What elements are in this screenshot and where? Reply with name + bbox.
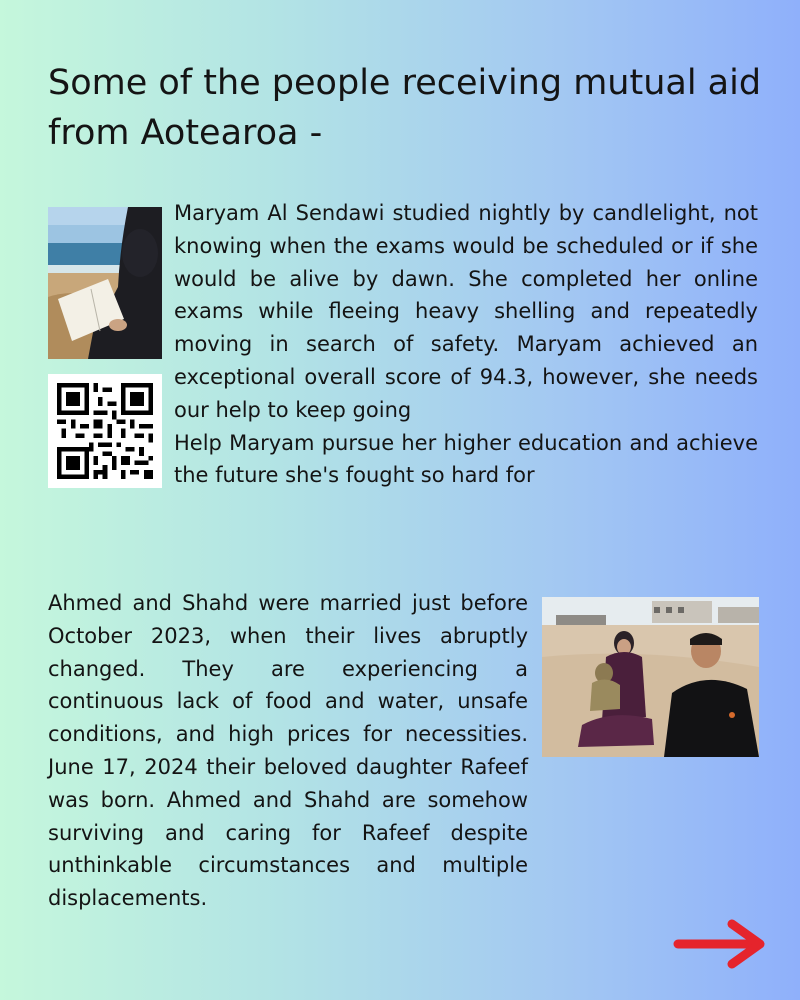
page-title: Some of the people receiving mutual aid from Aotearoa -	[48, 63, 762, 153]
next-arrow-icon[interactable]	[672, 918, 768, 970]
maryam-story	[174, 197, 758, 492]
family-story: Ahmed and Shahd were married just before October 2023, when their lives abruptly changed. They are experiencing a continuous lack of food and water, unsafe conditions, and high prices for necessities. June 17, 2024 their beloved daughter Rafeef was born. Ahmed and Shahd are somehow surviving and caring for Rafeef despite unthinkable circumstances and multiple displacements.	[48, 591, 528, 911]
maryam-appeal-paragraph: Help Maryam pursue her higher education and achieve the future she's fought so hard for	[174, 430, 758, 488]
qr-code[interactable]	[48, 374, 162, 488]
family-photo	[542, 597, 759, 757]
maryam-story-paragraph: Maryam Al Sendawi studied nightly by candlelight, not knowing when the exams would be scheduled or if she would be alive by dawn. She completed her online exams while fleeing heavy shelling and repeatedly moving in search of safety. Maryam achieved an exceptional overall score of 94.3, however, she needs our help to keep going	[174, 201, 758, 422]
maryam-photo	[48, 207, 162, 359]
